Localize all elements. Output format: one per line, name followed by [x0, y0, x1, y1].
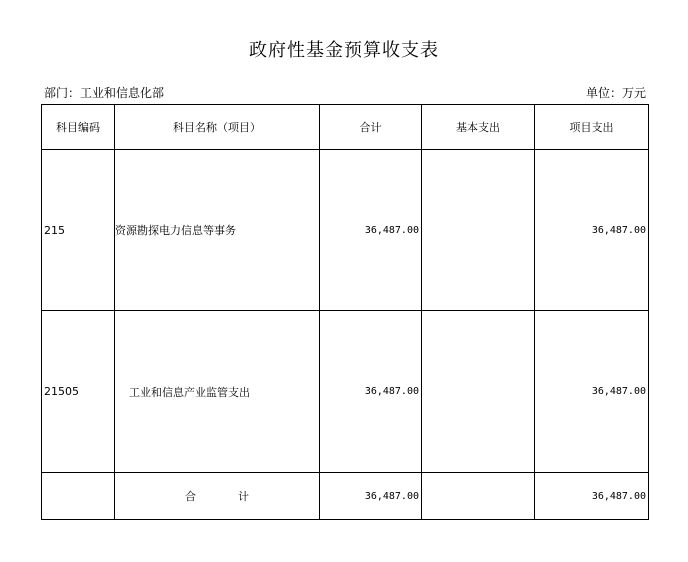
total-cell-basic [422, 473, 535, 520]
cell-code-empty [42, 473, 115, 520]
total-label-left: 合 [185, 490, 196, 503]
cell-basic [422, 311, 535, 473]
total-label-right: 计 [238, 490, 249, 503]
column-header-total: 合计 [320, 105, 422, 150]
total-cell-project: 36,487.00 [535, 473, 649, 520]
page-title: 政府性基金预算收支表 [249, 40, 439, 61]
cell-name: 资源勘探电力信息等事务 [115, 150, 320, 311]
total-cell-total: 36,487.00 [320, 473, 422, 520]
budget-table [41, 104, 649, 520]
table-row [42, 311, 649, 473]
column-header-code: 科目编码 [42, 105, 115, 150]
total-row [42, 473, 649, 520]
cell-project: 36,487.00 [535, 311, 649, 473]
total-label [115, 473, 320, 520]
cell-name: 工业和信息产业监管支出 [115, 311, 320, 473]
cell-code: 21505 [42, 311, 115, 473]
column-header-basic: 基本支出 [422, 105, 535, 150]
cell-code: 215 [42, 150, 115, 311]
cell-project: 36,487.00 [535, 150, 649, 311]
department-label: 部门：工业和信息化部 [44, 86, 165, 100]
column-header-name: 科目名称（项目） [115, 105, 320, 150]
cell-total: 36,487.00 [320, 150, 422, 311]
column-header-project: 项目支出 [535, 105, 649, 150]
table-row [42, 150, 649, 311]
unit-label: 单位：万元 [585, 86, 646, 100]
table-header-row [42, 105, 649, 150]
cell-total: 36,487.00 [320, 311, 422, 473]
cell-basic [422, 150, 535, 311]
